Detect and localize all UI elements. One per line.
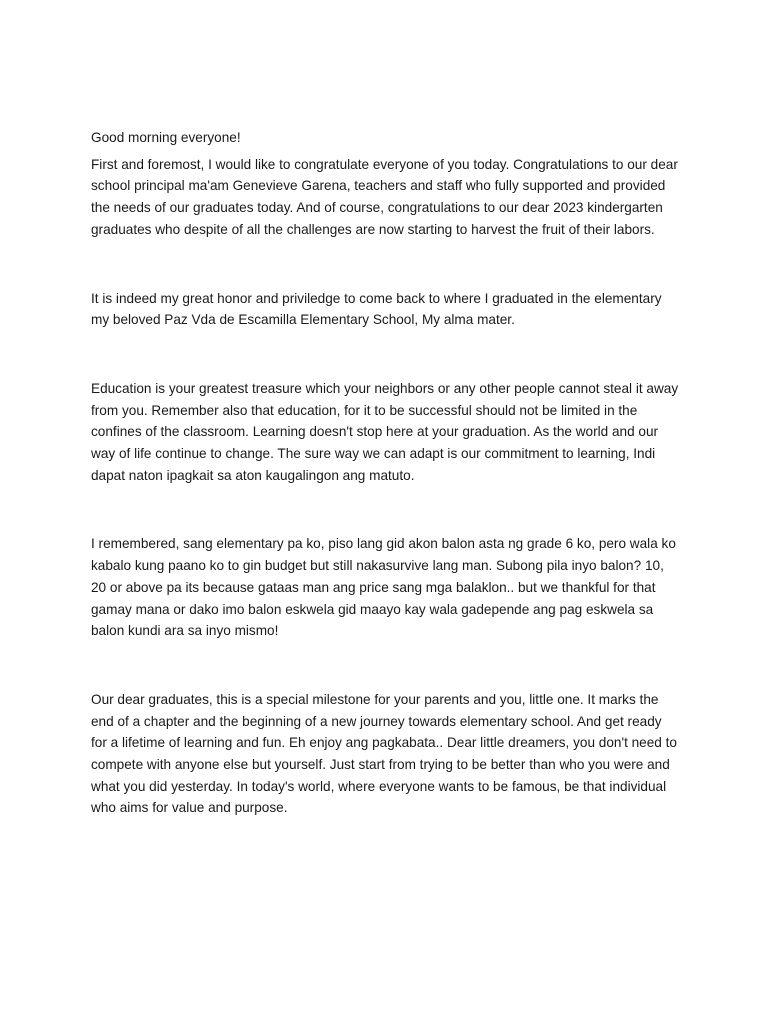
paragraph-honor: It is indeed my great honor and priviledge to come back to where I graduated in the elementary my beloved Paz Vda de Escamilla Elementary School, My alma mater.	[91, 290, 662, 328]
document-page	[91, 127, 681, 819]
paragraph-congratulations: First and foremost, I would like to congratulate everyone of you today. Congratulations to our dear school principal ma'am Genevieve Garena, teachers and staff who fully supported and provided the needs of our graduates today. And of course, congratulations to our dear 2023 kindergarten graduates who despite of all the challenges are now starting to harvest the fruit of their labors.	[91, 156, 678, 237]
paragraph-education: Education is your greatest treasure which your neighbors or any other people cannot steal it away from you. Remember also that education, for it to be successful should not be limited in the confines of the classroom. Learning doesn't stop here at your graduation. As the world and our way of life continue to change. The sure way we can adapt is our commitment to learning, Indi dapat naton ipagkait sa aton kaugalingon ang matuto.	[91, 380, 679, 483]
paragraph-graduates: Our dear graduates, this is a special milestone for your parents and you, little one. It marks the end of a chapter and the beginning of a new journey towards elementary school. And get ready for a lifetime of learning and fun. Eh enjoy ang pagkabata.. Dear little dreamers, you don't need to compete with anyone else but yourself. Just start from trying to be better than who you were and what you did yesterday. In today's world, where everyone wants to be famous, be that individual who aims for value and purpose.	[91, 691, 677, 816]
greeting-text: Good morning everyone!	[91, 130, 241, 145]
paragraph-remembered: I remembered, sang elementary pa ko, piso lang gid akon balon asta ng grade 6 ko, pero wala ko kabalo kung paano ko to gin budget but still nakasurvive lang man. Subong pila inyo balon? 10, 20 or above pa its because gataas man ang price sang mga balaklon.. but we thankful for that gamay mana or dako imo balon eskwela gid maayo kay wala gadepende ang pag eskwela sa balon kundi ara sa inyo mismo!	[91, 536, 676, 639]
